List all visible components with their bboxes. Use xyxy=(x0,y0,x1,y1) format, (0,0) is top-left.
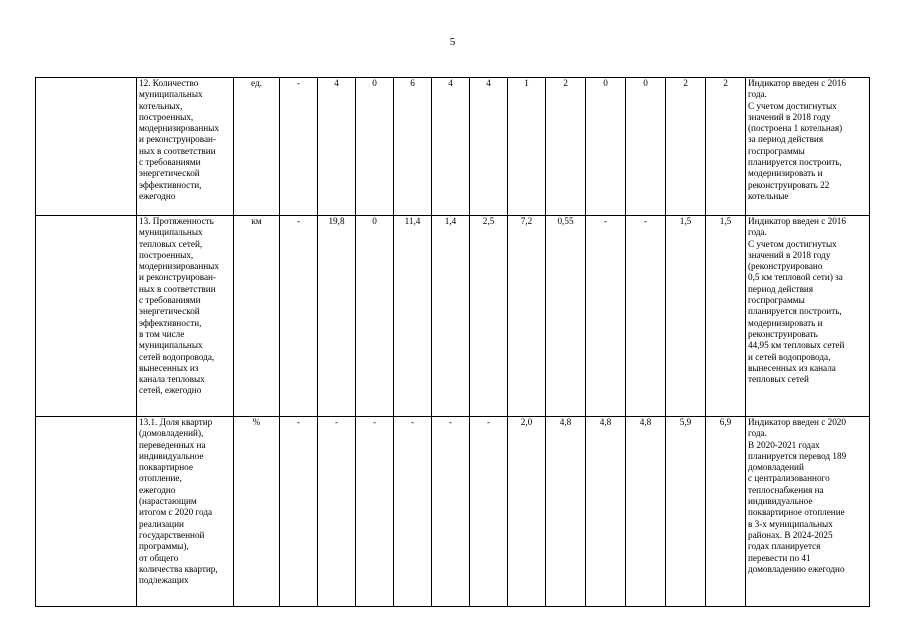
note-cell: Индикатор введен с 2020 года. В 2020-2021 годах планируется перевод 189 домовладений с централизованного теплоснабжения на индивидуальное поквартирное отопление в 3-х муниципальных районах. В 2024-2025 годах планируется перевести по 41 домовладению ежегодно xyxy=(746,417,870,607)
indicator-cell: 13. Протяженность муниципальных тепловых сетей, построенных, модернизированных и реконструирован- ных в соответствии с требованиями энергетической эффективности, в том числе муниципальных сетей водопровода, вынесенных из канала тепловых сетей, ежегодно xyxy=(137,216,234,417)
value-cell: 1 xyxy=(508,78,546,216)
value-cell: - xyxy=(394,417,432,607)
value-cell: 2,5 xyxy=(470,216,508,417)
value-cell: 2,0 xyxy=(508,417,546,607)
value-cell: 0 xyxy=(356,78,394,216)
value-cell: 1,5 xyxy=(706,216,746,417)
value-cell: 4 xyxy=(470,78,508,216)
empty-cell xyxy=(36,417,137,607)
value-cell: 1,5 xyxy=(666,216,706,417)
value-cell: - xyxy=(280,216,318,417)
table-row xyxy=(36,417,870,607)
empty-cell xyxy=(36,78,137,216)
value-cell: 5,9 xyxy=(666,417,706,607)
value-cell: 2 xyxy=(546,78,586,216)
value-cell: - xyxy=(432,417,470,607)
unit-cell: км xyxy=(234,216,280,417)
value-cell: - xyxy=(470,417,508,607)
unit-cell: % xyxy=(234,417,280,607)
value-cell: 4,8 xyxy=(586,417,626,607)
note-cell: Индикатор введен с 2016 года. С учетом достигнутых значений в 2018 году (реконструировано 0,5 км тепловой сети) за период действия госпрограммы планируется построить, модернизировать и реконструировать 44,95 км тепловых сетей и сетей водопровода, вынесенных из канала тепловых сетей xyxy=(746,216,870,417)
value-cell: 4 xyxy=(318,78,356,216)
value-cell: - xyxy=(356,417,394,607)
empty-cell xyxy=(36,216,137,417)
indicator-cell: 13.1. Доля квартир (домовладений), переведенных на индивидуальное поквартирное отопление, ежегодно (нарастающим итогом с 2020 года реализации государственной программы), от общего количества квартир, подлежащих xyxy=(137,417,234,607)
indicator-cell: 12. Количество муниципальных котельных, построенных, модернизированных и реконструирован- ных в соответствии с требованиями энергетической эффективности, ежегодно xyxy=(137,78,234,216)
value-cell: 6 xyxy=(394,78,432,216)
value-cell: 4 xyxy=(432,78,470,216)
value-cell: - xyxy=(586,216,626,417)
value-cell: - xyxy=(280,417,318,607)
value-cell: 7,2 xyxy=(508,216,546,417)
value-cell: 2 xyxy=(706,78,746,216)
value-cell: - xyxy=(318,417,356,607)
value-cell: 19,8 xyxy=(318,216,356,417)
note-cell: Индикатор введен с 2016 года. С учетом достигнутых значений в 2018 году (построена 1 котельная) за период действия госпрограммы планируется построить, модернизировать и реконструировать 22 котельные xyxy=(746,78,870,216)
table-row xyxy=(36,216,870,417)
value-cell: 6,9 xyxy=(706,417,746,607)
value-cell: 0 xyxy=(626,78,666,216)
value-cell: 0 xyxy=(356,216,394,417)
value-cell: 0,55 xyxy=(546,216,586,417)
value-cell: 0 xyxy=(586,78,626,216)
indicators-table xyxy=(35,77,870,607)
value-cell: 4,8 xyxy=(626,417,666,607)
value-cell: - xyxy=(280,78,318,216)
table-row xyxy=(36,78,870,216)
value-cell: 11,4 xyxy=(394,216,432,417)
value-cell: - xyxy=(626,216,666,417)
page-number: 5 xyxy=(449,36,456,48)
value-cell: 2 xyxy=(666,78,706,216)
unit-cell: ед. xyxy=(234,78,280,216)
value-cell: 1,4 xyxy=(432,216,470,417)
value-cell: 4,8 xyxy=(546,417,586,607)
